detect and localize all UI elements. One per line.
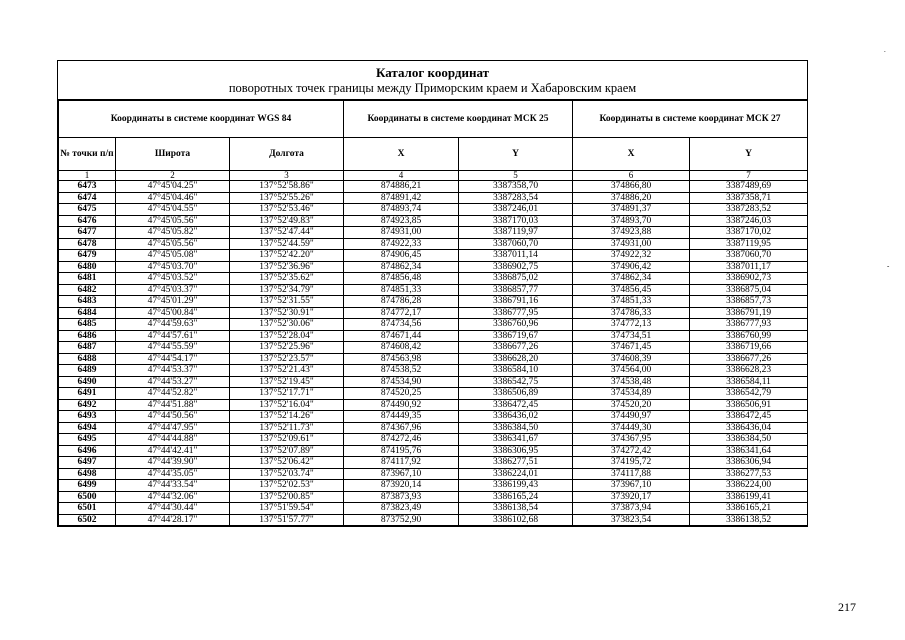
y-msk25-cell: 3386628,20	[459, 353, 573, 365]
table-row	[59, 434, 808, 446]
col-number: 5	[459, 171, 573, 181]
table-row	[59, 330, 808, 342]
y-msk27-cell: 3386506,91	[690, 399, 808, 411]
x-msk27-cell: 374367,95	[573, 434, 690, 446]
group-header-msk25: Координаты в системе координат МСК 25	[344, 101, 573, 138]
longitude-cell: 137°52'34.79"	[230, 284, 344, 296]
catalog-title: Каталог координат	[375, 65, 489, 80]
y-msk27-cell: 3386472,45	[690, 411, 808, 423]
col-header-point: № точки п/п	[59, 138, 116, 171]
y-msk25-cell: 3386719,67	[459, 330, 573, 342]
table-row	[59, 514, 808, 526]
x-msk25-cell: 874772,17	[344, 307, 459, 319]
latitude-cell: 47°44'50.56"	[116, 411, 230, 423]
table-row	[59, 388, 808, 400]
x-msk25-cell: 874490,92	[344, 399, 459, 411]
table-row	[59, 365, 808, 377]
table-row	[59, 411, 808, 423]
table-row	[59, 273, 808, 285]
x-msk25-cell: 874856,48	[344, 273, 459, 285]
point-number-cell: 6488	[59, 353, 116, 365]
x-msk25-cell: 874906,45	[344, 250, 459, 262]
x-msk25-cell: 874851,33	[344, 284, 459, 296]
y-msk25-cell: 3386165,24	[459, 491, 573, 503]
point-number-cell: 6475	[59, 204, 116, 216]
x-msk25-cell: 874893,74	[344, 204, 459, 216]
table-row	[59, 215, 808, 227]
x-msk25-cell: 874520,25	[344, 388, 459, 400]
col-header-x-msk25: X	[344, 138, 459, 171]
latitude-cell: 47°45'05.56"	[116, 215, 230, 227]
x-msk25-cell: 874923,85	[344, 215, 459, 227]
point-number-cell: 6492	[59, 399, 116, 411]
x-msk25-cell: 873873,93	[344, 491, 459, 503]
y-msk25-cell: 3386138,54	[459, 503, 573, 515]
col-number: 3	[230, 171, 344, 181]
y-msk25-cell: 3386542,75	[459, 376, 573, 388]
x-msk25-cell: 873920,14	[344, 480, 459, 492]
y-msk27-cell: 3386306,94	[690, 457, 808, 469]
x-msk27-cell: 373873,94	[573, 503, 690, 515]
longitude-cell: 137°52'35.62"	[230, 273, 344, 285]
point-number-cell: 6494	[59, 422, 116, 434]
x-msk27-cell: 374520,20	[573, 399, 690, 411]
x-msk25-cell: 874608,42	[344, 342, 459, 354]
table-row	[59, 376, 808, 388]
point-number-cell: 6482	[59, 284, 116, 296]
latitude-cell: 47°45'03.37"	[116, 284, 230, 296]
table-row	[59, 319, 808, 331]
longitude-cell: 137°51'57.77"	[230, 514, 344, 526]
longitude-cell: 137°52'06.42"	[230, 457, 344, 469]
point-number-cell: 6481	[59, 273, 116, 285]
longitude-cell: 137°52'00.85"	[230, 491, 344, 503]
x-msk27-cell: 374564,00	[573, 365, 690, 377]
x-msk27-cell: 373920,17	[573, 491, 690, 503]
latitude-cell: 47°44'53.27"	[116, 376, 230, 388]
longitude-cell: 137°52'25.96"	[230, 342, 344, 354]
latitude-cell: 47°45'05.56"	[116, 238, 230, 250]
y-msk25-cell: 3387283,54	[459, 192, 573, 204]
title-block	[58, 61, 807, 100]
x-msk25-cell: 874449,35	[344, 411, 459, 423]
x-msk27-cell: 374490,97	[573, 411, 690, 423]
y-msk25-cell: 3386677,26	[459, 342, 573, 354]
x-msk25-cell: 874117,92	[344, 457, 459, 469]
latitude-cell: 47°45'04.25"	[116, 181, 230, 193]
longitude-cell: 137°52'31.55"	[230, 296, 344, 308]
y-msk25-cell: 3387011,14	[459, 250, 573, 262]
latitude-cell: 47°44'28.17"	[116, 514, 230, 526]
x-msk27-cell: 374886,20	[573, 192, 690, 204]
point-number-cell: 6493	[59, 411, 116, 423]
point-number-cell: 6486	[59, 330, 116, 342]
y-msk25-cell: 3386199,43	[459, 480, 573, 492]
longitude-cell: 137°52'14.26"	[230, 411, 344, 423]
col-number: 4	[344, 171, 459, 181]
x-msk27-cell: 374862,34	[573, 273, 690, 285]
table-row	[59, 192, 808, 204]
y-msk25-cell: 3386584,10	[459, 365, 573, 377]
point-number-cell: 6502	[59, 514, 116, 526]
longitude-cell: 137°52'23.57"	[230, 353, 344, 365]
coordinate-catalog	[57, 60, 808, 527]
latitude-cell: 47°44'44.88"	[116, 434, 230, 446]
x-msk27-cell: 374671,45	[573, 342, 690, 354]
longitude-cell: 137°52'36.96"	[230, 261, 344, 273]
point-number-cell: 6484	[59, 307, 116, 319]
group-header-wgs84: Координаты в системе координат WGS 84	[59, 101, 344, 138]
y-msk27-cell: 3387060,70	[690, 250, 808, 262]
point-number-cell: 6474	[59, 192, 116, 204]
col-header-latitude: Широта	[116, 138, 230, 171]
point-number-cell: 6491	[59, 388, 116, 400]
x-msk27-cell: 374851,33	[573, 296, 690, 308]
x-msk27-cell: 374117,88	[573, 468, 690, 480]
latitude-cell: 47°44'32.06"	[116, 491, 230, 503]
y-msk27-cell: 3387011,17	[690, 261, 808, 273]
latitude-cell: 47°44'30.44"	[116, 503, 230, 515]
point-number-cell: 6487	[59, 342, 116, 354]
x-msk25-cell: 874886,21	[344, 181, 459, 193]
col-number: 1	[59, 171, 116, 181]
longitude-cell: 137°52'21.43"	[230, 365, 344, 377]
y-msk27-cell: 3386199,41	[690, 491, 808, 503]
x-msk25-cell: 873823,49	[344, 503, 459, 515]
x-msk27-cell: 374923,88	[573, 227, 690, 239]
x-msk27-cell: 374608,39	[573, 353, 690, 365]
y-msk27-cell: 3387119,95	[690, 238, 808, 250]
y-msk27-cell: 3386542,79	[690, 388, 808, 400]
y-msk27-cell: 3386224,00	[690, 480, 808, 492]
y-msk25-cell: 3386777,95	[459, 307, 573, 319]
y-msk25-cell: 3386102,68	[459, 514, 573, 526]
x-msk27-cell: 373823,54	[573, 514, 690, 526]
point-number-cell: 6498	[59, 468, 116, 480]
page-number: 217	[838, 600, 856, 614]
table-row	[59, 250, 808, 262]
y-msk27-cell: 3386628,23	[690, 365, 808, 377]
y-msk25-cell: 3386341,67	[459, 434, 573, 446]
point-number-cell: 6473	[59, 181, 116, 193]
table-row	[59, 238, 808, 250]
x-msk25-cell: 874891,42	[344, 192, 459, 204]
x-msk27-cell: 374931,00	[573, 238, 690, 250]
latitude-cell: 47°44'54.17"	[116, 353, 230, 365]
x-msk25-cell: 874734,56	[344, 319, 459, 331]
latitude-cell: 47°44'59.63"	[116, 319, 230, 331]
y-msk25-cell: 3387246,01	[459, 204, 573, 216]
y-msk25-cell: 3386277,51	[459, 457, 573, 469]
y-msk25-cell: 3386857,77	[459, 284, 573, 296]
x-msk25-cell: 874862,34	[344, 261, 459, 273]
y-msk27-cell: 3386791,19	[690, 307, 808, 319]
longitude-cell: 137°52'03.74"	[230, 468, 344, 480]
table-row	[59, 503, 808, 515]
table-row	[59, 296, 808, 308]
x-msk25-cell: 874931,00	[344, 227, 459, 239]
x-msk25-cell: 874272,46	[344, 434, 459, 446]
x-msk25-cell: 874534,90	[344, 376, 459, 388]
catalog-subtitle: поворотных точек границы между Приморским краем и Хабаровским краем	[228, 81, 637, 95]
longitude-cell: 137°52'30.06"	[230, 319, 344, 331]
y-msk25-cell: 3386760,96	[459, 319, 573, 331]
x-msk25-cell: 874671,44	[344, 330, 459, 342]
x-msk27-cell: 374449,30	[573, 422, 690, 434]
x-msk27-cell: 374734,51	[573, 330, 690, 342]
point-number-cell: 6489	[59, 365, 116, 377]
x-msk25-cell: 874367,96	[344, 422, 459, 434]
latitude-cell: 47°44'47.95"	[116, 422, 230, 434]
latitude-cell: 47°45'00.84"	[116, 307, 230, 319]
table-row	[59, 284, 808, 296]
latitude-cell: 47°45'03.52"	[116, 273, 230, 285]
y-msk25-cell: 3386224,01	[459, 468, 573, 480]
x-msk27-cell: 374195,72	[573, 457, 690, 469]
margin-mark: .	[884, 46, 886, 54]
longitude-cell: 137°52'53.46"	[230, 204, 344, 216]
x-msk25-cell: 874538,52	[344, 365, 459, 377]
y-msk27-cell: 3387246,03	[690, 215, 808, 227]
y-msk25-cell: 3386472,45	[459, 399, 573, 411]
longitude-cell: 137°52'02.53"	[230, 480, 344, 492]
latitude-cell: 47°44'55.59"	[116, 342, 230, 354]
x-msk27-cell: 374891,37	[573, 204, 690, 216]
y-msk25-cell: 3386791,16	[459, 296, 573, 308]
y-msk27-cell: 3386584,11	[690, 376, 808, 388]
x-msk25-cell: 874786,28	[344, 296, 459, 308]
longitude-cell: 137°52'44.59"	[230, 238, 344, 250]
table-row	[59, 480, 808, 492]
longitude-cell: 137°52'17.71"	[230, 388, 344, 400]
latitude-cell: 47°45'05.08"	[116, 250, 230, 262]
y-msk27-cell: 3387283,52	[690, 204, 808, 216]
point-number-cell: 6477	[59, 227, 116, 239]
x-msk27-cell: 374856,45	[573, 284, 690, 296]
latitude-cell: 47°44'52.82"	[116, 388, 230, 400]
point-number-cell: 6480	[59, 261, 116, 273]
y-msk27-cell: 3387489,69	[690, 181, 808, 193]
longitude-cell: 137°52'58.86"	[230, 181, 344, 193]
point-number-cell: 6478	[59, 238, 116, 250]
margin-mark: -	[887, 262, 890, 270]
longitude-cell: 137°52'09.61"	[230, 434, 344, 446]
y-msk27-cell: 3386677,26	[690, 353, 808, 365]
point-number-cell: 6483	[59, 296, 116, 308]
y-msk25-cell: 3387170,03	[459, 215, 573, 227]
longitude-cell: 137°52'11.73"	[230, 422, 344, 434]
table-row	[59, 491, 808, 503]
x-msk25-cell: 874563,98	[344, 353, 459, 365]
longitude-cell: 137°52'42.20"	[230, 250, 344, 262]
latitude-cell: 47°44'42.41"	[116, 445, 230, 457]
table-row	[59, 227, 808, 239]
table-row	[59, 204, 808, 216]
latitude-cell: 47°44'53.37"	[116, 365, 230, 377]
latitude-cell: 47°45'05.82"	[116, 227, 230, 239]
y-msk27-cell: 3387170,02	[690, 227, 808, 239]
latitude-cell: 47°45'04.46"	[116, 192, 230, 204]
y-msk27-cell: 3387358,71	[690, 192, 808, 204]
x-msk27-cell: 374272,42	[573, 445, 690, 457]
point-number-cell: 6499	[59, 480, 116, 492]
table-row	[59, 181, 808, 193]
x-msk27-cell: 374866,80	[573, 181, 690, 193]
y-msk25-cell: 3386875,02	[459, 273, 573, 285]
y-msk27-cell: 3386902,73	[690, 273, 808, 285]
col-header-x-msk27: X	[573, 138, 690, 171]
col-header-y-msk25: Y	[459, 138, 573, 171]
y-msk25-cell: 3387119,97	[459, 227, 573, 239]
y-msk25-cell: 3386506,89	[459, 388, 573, 400]
y-msk27-cell: 3386277,53	[690, 468, 808, 480]
y-msk27-cell: 3386719,66	[690, 342, 808, 354]
longitude-cell: 137°52'30.91"	[230, 307, 344, 319]
x-msk25-cell: 873967,10	[344, 468, 459, 480]
point-number-cell: 6496	[59, 445, 116, 457]
table-row	[59, 307, 808, 319]
y-msk25-cell: 3386384,50	[459, 422, 573, 434]
y-msk25-cell: 3387060,70	[459, 238, 573, 250]
y-msk27-cell: 3386436,04	[690, 422, 808, 434]
longitude-cell: 137°52'07.89"	[230, 445, 344, 457]
point-number-cell: 6500	[59, 491, 116, 503]
y-msk27-cell: 3386875,04	[690, 284, 808, 296]
latitude-cell: 47°44'35.05"	[116, 468, 230, 480]
latitude-cell: 47°44'39.90"	[116, 457, 230, 469]
table-row	[59, 468, 808, 480]
point-number-cell: 6497	[59, 457, 116, 469]
y-msk27-cell: 3386384,50	[690, 434, 808, 446]
y-msk27-cell: 3386760,99	[690, 330, 808, 342]
longitude-cell: 137°52'55.26"	[230, 192, 344, 204]
coordinates-table	[58, 100, 808, 526]
x-msk25-cell: 874922,33	[344, 238, 459, 250]
column-number-row	[59, 171, 808, 181]
x-msk27-cell: 374922,32	[573, 250, 690, 262]
latitude-cell: 47°45'01.29"	[116, 296, 230, 308]
latitude-cell: 47°44'57.61"	[116, 330, 230, 342]
table-body	[59, 181, 808, 526]
x-msk27-cell: 374893,70	[573, 215, 690, 227]
table-row	[59, 399, 808, 411]
y-msk27-cell: 3386165,21	[690, 503, 808, 515]
col-number: 2	[116, 171, 230, 181]
table-row	[59, 342, 808, 354]
x-msk27-cell: 374786,33	[573, 307, 690, 319]
x-msk25-cell: 874195,76	[344, 445, 459, 457]
y-msk27-cell: 3386777,93	[690, 319, 808, 331]
point-number-cell: 6490	[59, 376, 116, 388]
table-row	[59, 261, 808, 273]
col-header-y-msk27: Y	[690, 138, 808, 171]
table-row	[59, 422, 808, 434]
point-number-cell: 6479	[59, 250, 116, 262]
x-msk27-cell: 374772,13	[573, 319, 690, 331]
group-header-msk27: Координаты в системе координат МСК 27	[573, 101, 808, 138]
longitude-cell: 137°52'28.04"	[230, 330, 344, 342]
x-msk27-cell: 373967,10	[573, 480, 690, 492]
y-msk25-cell: 3386306,95	[459, 445, 573, 457]
longitude-cell: 137°52'19.45"	[230, 376, 344, 388]
point-number-cell: 6495	[59, 434, 116, 446]
x-msk27-cell: 374538,48	[573, 376, 690, 388]
latitude-cell: 47°44'51.88"	[116, 399, 230, 411]
table-row	[59, 457, 808, 469]
y-msk25-cell: 3387358,70	[459, 181, 573, 193]
col-number: 7	[690, 171, 808, 181]
col-header-longitude: Долгота	[230, 138, 344, 171]
y-msk27-cell: 3386138,52	[690, 514, 808, 526]
longitude-cell: 137°51'59.54"	[230, 503, 344, 515]
latitude-cell: 47°45'03.70"	[116, 261, 230, 273]
x-msk27-cell: 374534,89	[573, 388, 690, 400]
x-msk27-cell: 374906,42	[573, 261, 690, 273]
latitude-cell: 47°45'04.55"	[116, 204, 230, 216]
latitude-cell: 47°44'33.54"	[116, 480, 230, 492]
point-number-cell: 6476	[59, 215, 116, 227]
x-msk25-cell: 873752,90	[344, 514, 459, 526]
y-msk25-cell: 3386436,02	[459, 411, 573, 423]
y-msk25-cell: 3386902,75	[459, 261, 573, 273]
y-msk27-cell: 3386341,64	[690, 445, 808, 457]
longitude-cell: 137°52'16.04"	[230, 399, 344, 411]
longitude-cell: 137°52'47.44"	[230, 227, 344, 239]
point-number-cell: 6485	[59, 319, 116, 331]
col-number: 6	[573, 171, 690, 181]
point-number-cell: 6501	[59, 503, 116, 515]
table-row	[59, 353, 808, 365]
y-msk27-cell: 3386857,73	[690, 296, 808, 308]
table-row	[59, 445, 808, 457]
longitude-cell: 137°52'49.83"	[230, 215, 344, 227]
